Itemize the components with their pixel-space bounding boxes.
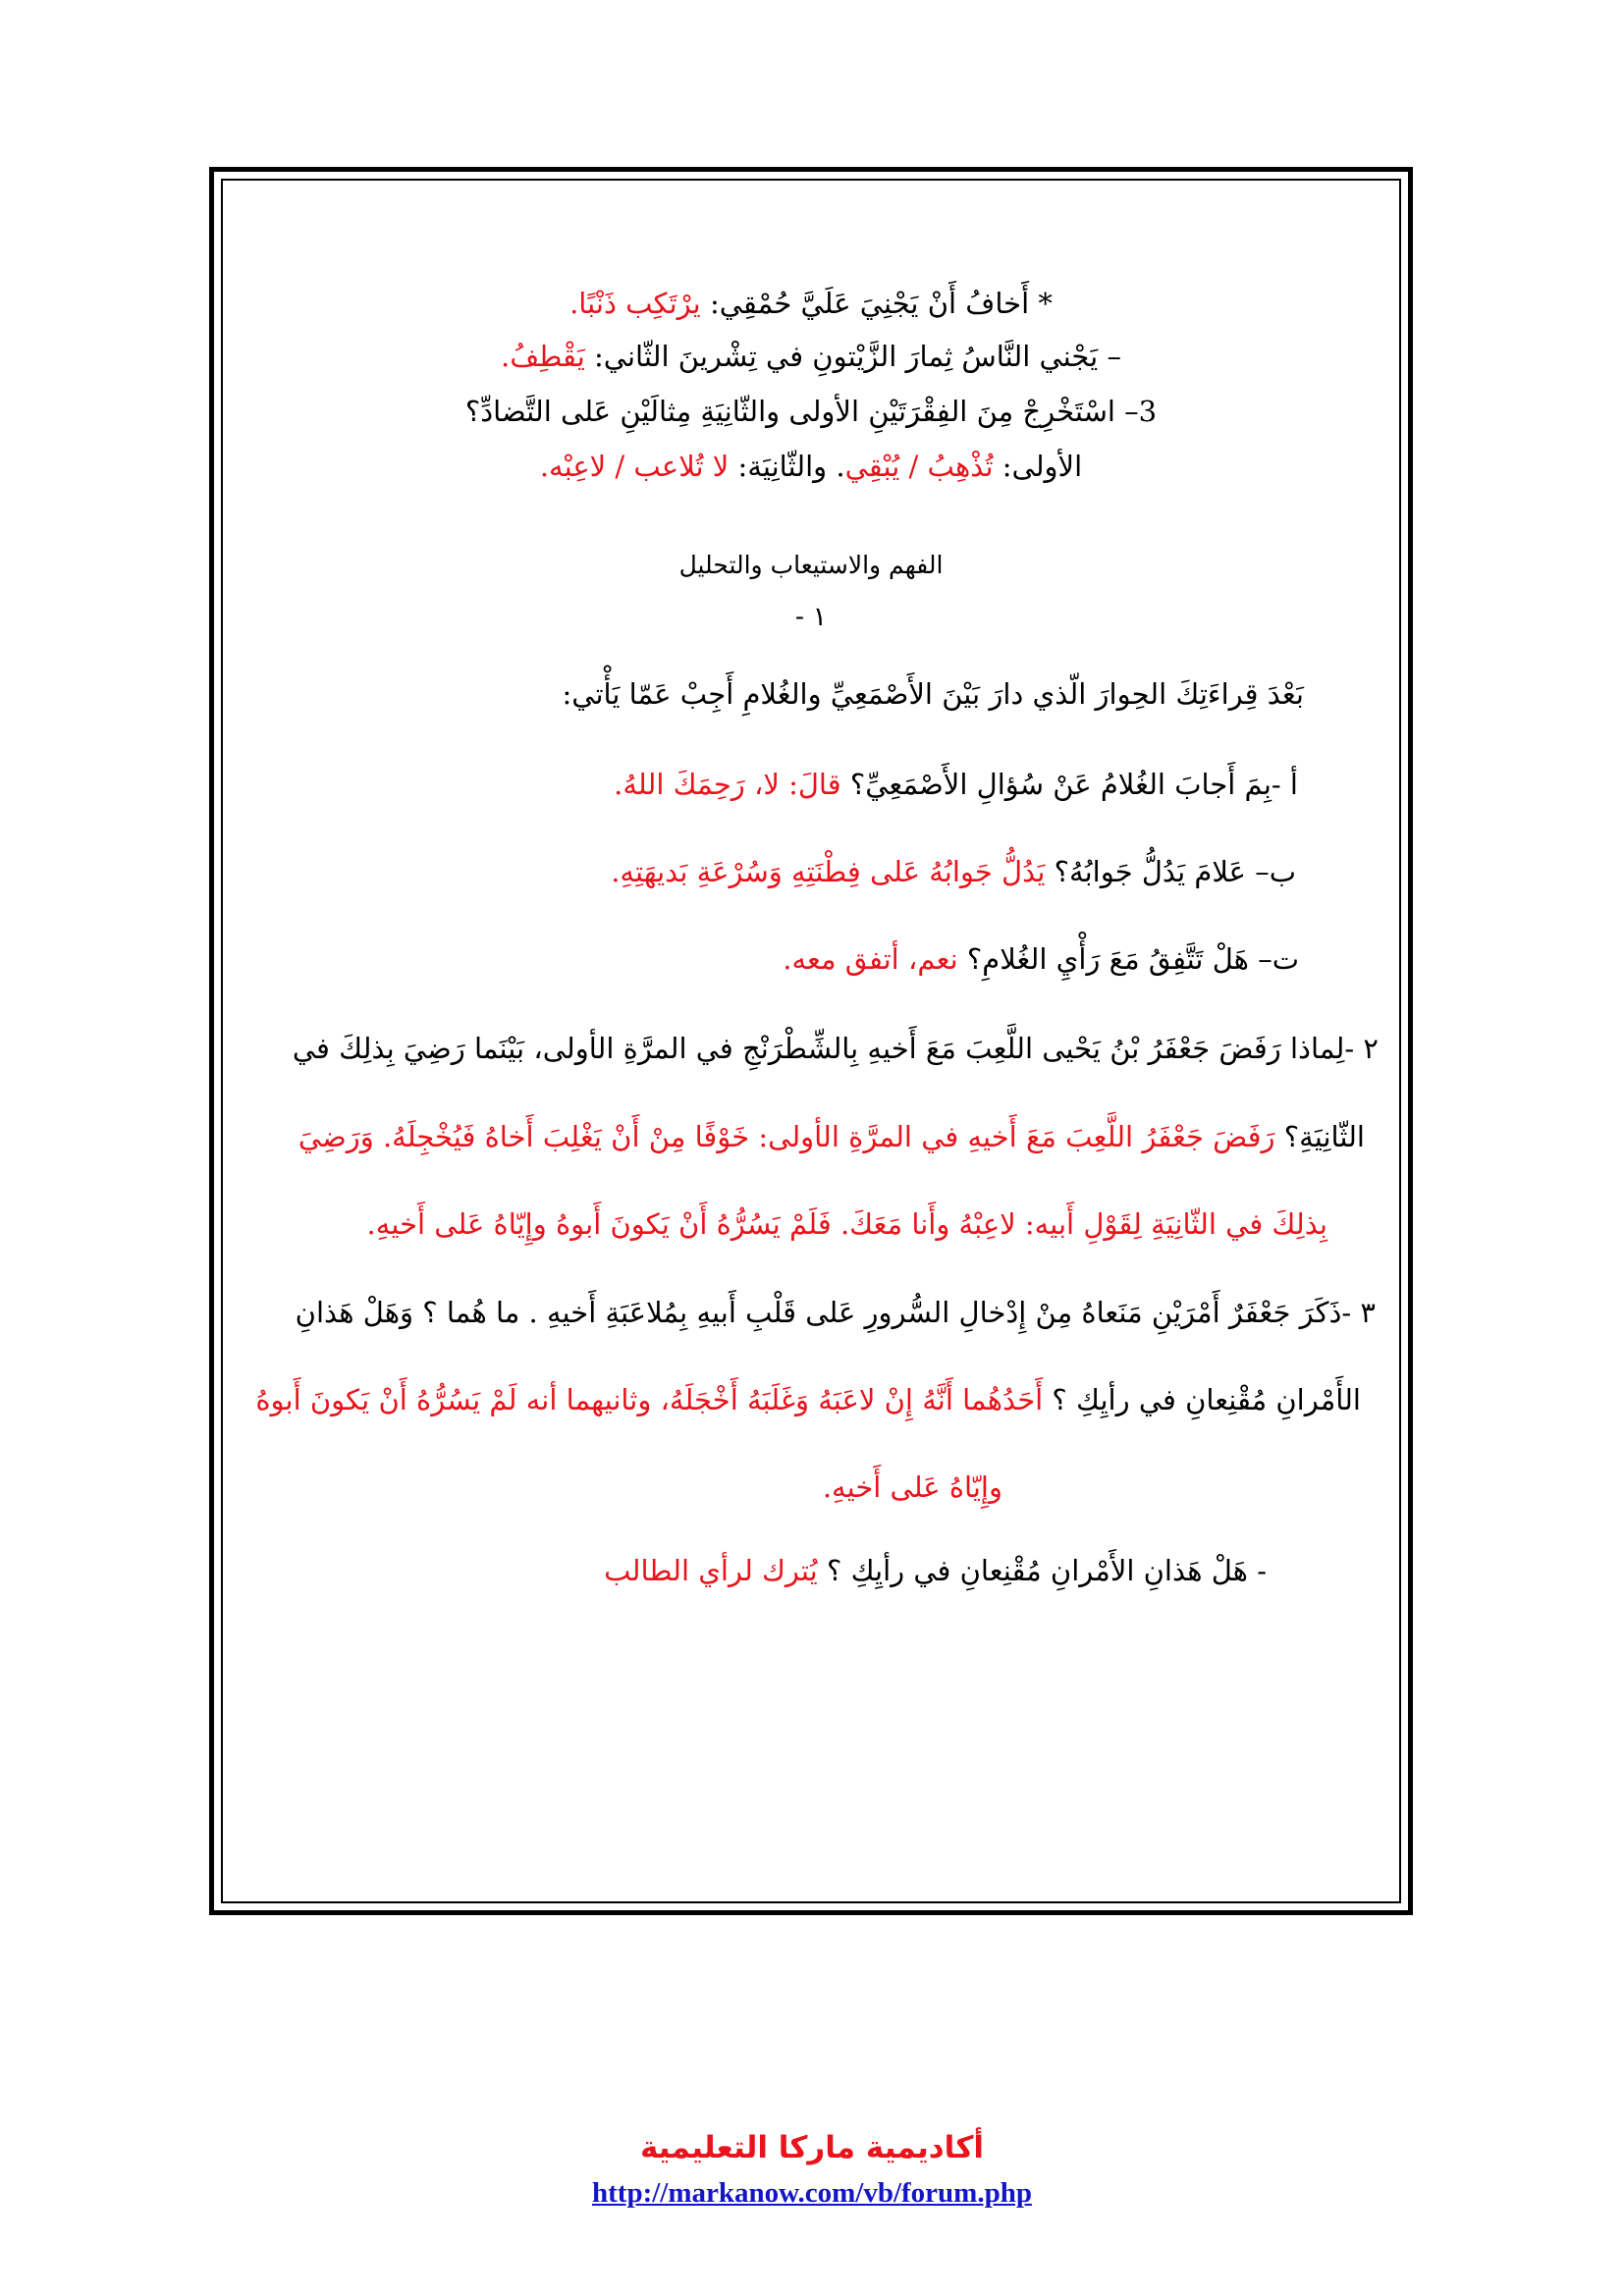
question-3-answer-line-1	[255, 1380, 1361, 1419]
vocab-text: * أَخافُ أَنْ يَجْنِيَ عَلَيَّ حُمْقِي:	[700, 287, 1053, 320]
question-answer: بِذلِكَ في الثّانِيَةِ لِقَوْلِ أَبيه: لاعِبْهُ وأَنا مَعَكَ. فَلَمْ يَسُرُّهُ أَنْ يَكونَ أَبوهُ وإِيّاهُ عَلى أَخيهِ.	[366, 1207, 1327, 1241]
question-text: - هَلْ هَذانِ الأَمْرانِ مُقْنِعانِ في رأيِكِ ؟	[817, 1554, 1267, 1587]
question-3: ٣ -ذَكَرَ جَعْفَرٌ أَمْرَيْنِ مَنَعاهُ مِنْ إِدْخالِ السُّرورِ عَلى قَلْبِ أَبيهِ بِمُلاعَبَةِ أَخيهِ . ما هُما ؟ وَهَلْ هَذانِ	[295, 1296, 1376, 1329]
instruction-line: بَعْدَ قِراءَتِكَ الحِوارَ الّذي دارَ بَيْنَ الأَصْمَعِيِّ والغُلامِ أَجِبْ عَمّا يَأْتي:	[562, 677, 1304, 711]
question-2-answer-line-2	[367, 1204, 1327, 1244]
question-3-followup	[604, 1551, 1267, 1590]
question-2: ٢ -لِماذا رَفَضَ جَعْفَرُ بْنُ يَحْيى اللَّعِبَ مَعَ أَخيهِ بِالشِّطْرَنْجِ في المرَّةِ الأولى، بَيْنَما رَضِيَ بِذلِكَ في	[292, 1032, 1379, 1065]
question-answer: يَدُلُّ جَوابُهُ عَلى فِطْنَتِهِ وَسُرْعَةِ بَديهَتِهِ.	[611, 855, 1046, 888]
question-answer: رَفَضَ جَعْفَرُ اللَّعِبَ مَعَ أَخيهِ في المرَّةِ الأولى: خَوْفًا مِنْ أَنْ يَغْلِبَ أَخاهُ فَيُخْجِلَهُ. وَرَضِيَ	[298, 1120, 1275, 1153]
question-text: ت– هَلْ تَتَّفِقُ مَعَ رَأْيِ الغُلامِ؟	[957, 942, 1299, 976]
question-answer: قالَ: لا، رَحِمَكَ اللهُ.	[614, 768, 841, 801]
answer-label: الأولى:	[993, 450, 1083, 483]
answer-first: تُذْهِبُ / يُبْقِي	[844, 450, 994, 483]
vocab-line-1	[221, 284, 1401, 323]
question-2-answer-line-1	[298, 1117, 1365, 1156]
question-t	[783, 939, 1299, 979]
section-heading: الفهم والاستيعاب والتحليل	[678, 551, 944, 579]
question-answer: نعم، أتفق معه.	[783, 942, 958, 976]
footer-url-link[interactable]: http://markanow.com/vb/forum.php	[592, 2177, 1032, 2209]
question-answer: وإِيّاهُ عَلى أَخيهِ.	[822, 1470, 1002, 1504]
question-answer: أَحَدُهُما أَنَّهُ إِنْ لاعَبَهُ وَغَلَبَهُ أَخْجَلَهُ، وثانيهما أنه لَمْ يَسُرُّهُ أَنْ يَكونَ أَبوهُ	[255, 1383, 1044, 1416]
question-text: الثّانِيَةِ؟	[1274, 1120, 1365, 1153]
vocab-line-2	[221, 337, 1401, 376]
section-number: ١ -	[794, 602, 828, 632]
answer-label-second: . والثّانِيَة:	[729, 450, 845, 483]
document-content	[221, 179, 1401, 1903]
question-3-antonyms	[221, 392, 1401, 431]
antonyms-answer	[221, 447, 1401, 486]
question-text: أ -بِمَ أَجابَ الغُلامُ عَنْ سُؤالِ الأَصْمَعِيِّ؟	[840, 768, 1298, 801]
question-b	[611, 852, 1296, 891]
question-answer: يُترك لرأي الطالب	[604, 1554, 818, 1587]
question-text: 3– اسْتَخْرِجْ مِنَ الفِقْرَتَيْنِ الأولى والثّانِيَةِ مِثالَيْنِ عَلى التَّضادِّ؟	[464, 395, 1158, 428]
vocab-answer: يرْتَكِب ذَنْبًا.	[569, 287, 701, 320]
question-text: الأَمْرانِ مُقْنِعانِ في رأيِكِ ؟	[1043, 1383, 1361, 1416]
question-a	[614, 765, 1298, 804]
question-3-answer-line-2	[823, 1468, 1002, 1507]
vocab-text: – يَجْني النَّاسُ ثِمارَ الزَّيْتونِ في تِشْرينَ الثّاني:	[584, 340, 1121, 373]
question-text: ب– عَلامَ يَدُلُّ جَوابُهُ؟	[1045, 855, 1296, 888]
footer-academy-name: أكاديمية ماركا التعليمية	[640, 2130, 984, 2165]
vocab-answer: يَقْطِفُ.	[501, 340, 585, 373]
answer-second: لا تُلاعب / لاعِبْه.	[539, 450, 730, 483]
